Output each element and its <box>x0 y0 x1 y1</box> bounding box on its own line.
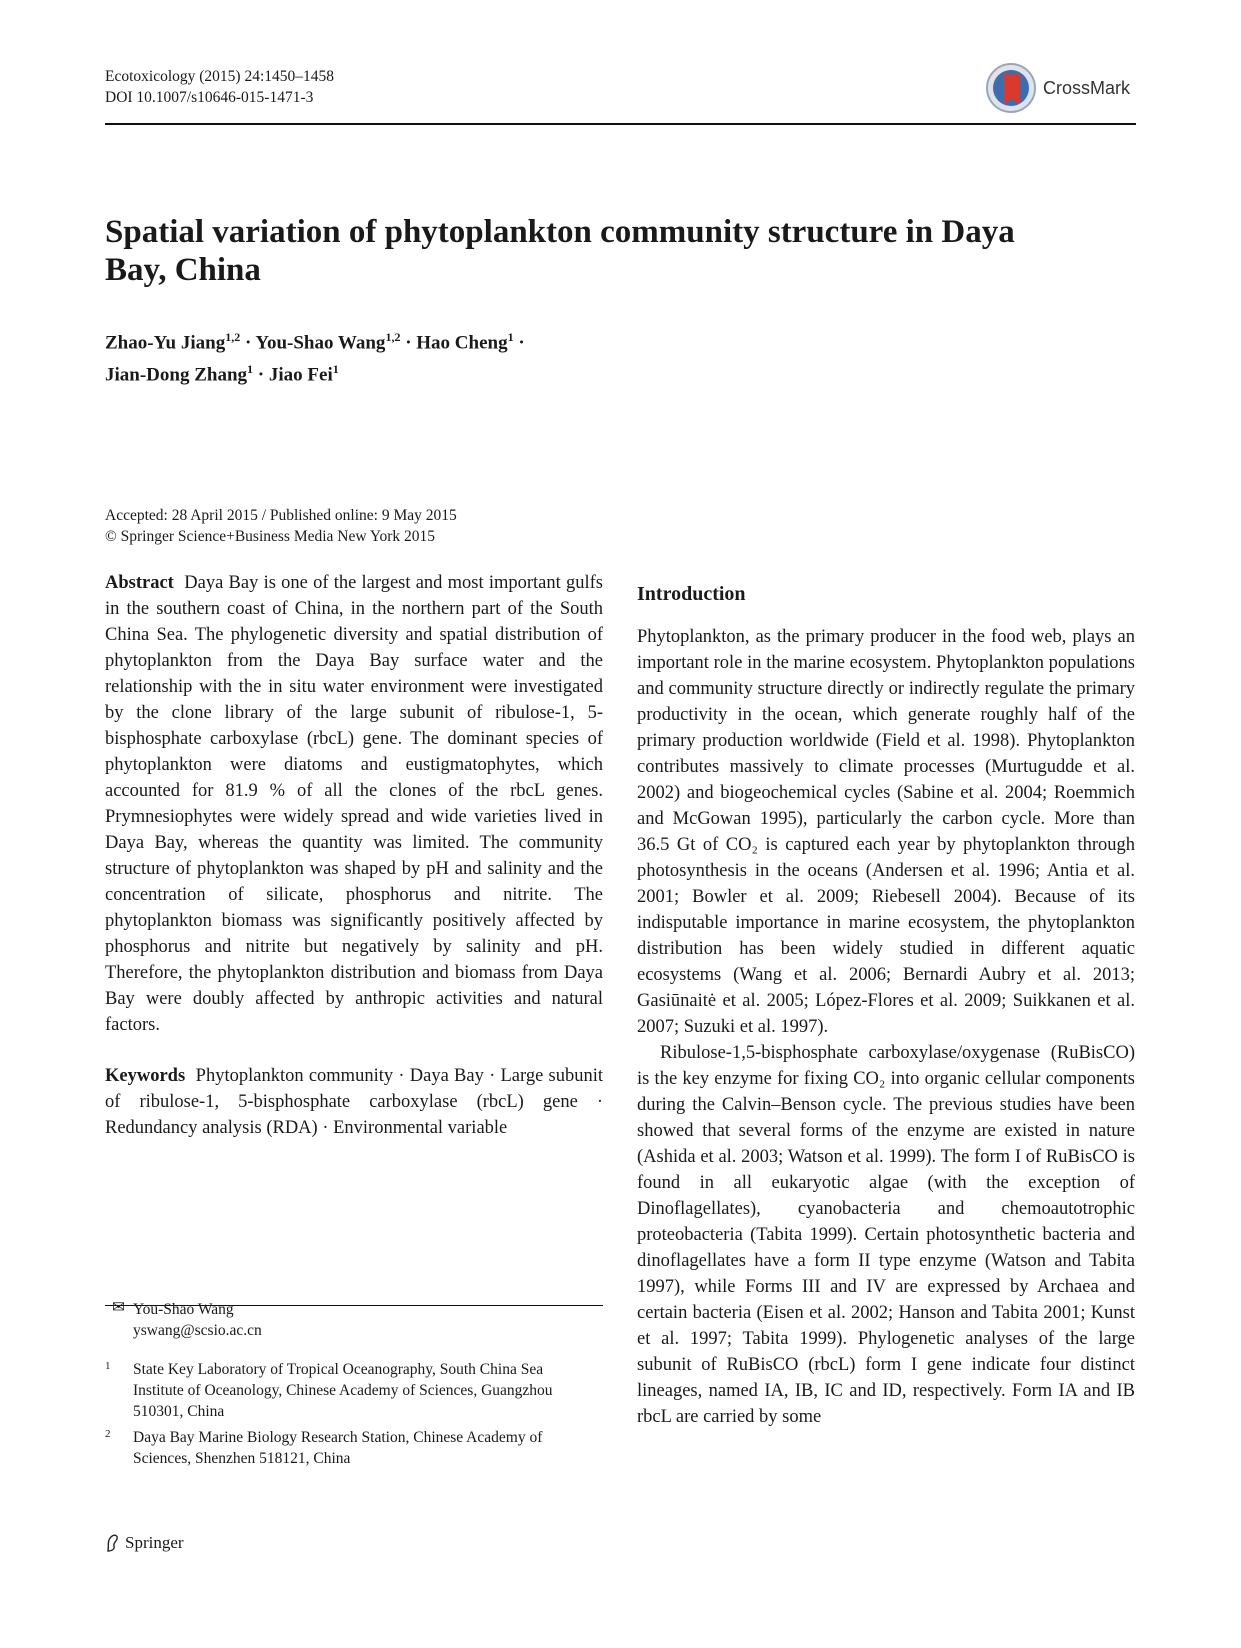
abstract-heading: Abstract <box>105 573 174 593</box>
affiliation-number: 2 <box>105 1428 111 1440</box>
introduction-body <box>637 624 1135 1430</box>
keywords-text: Phytoplankton community · Daya Bay · Large subunit of ribulose-1, 5-bisphosphate carboxylase (rbcL) gene · Redundancy analysis (RDA) · Environmental variable <box>105 1066 604 1138</box>
keywords-section <box>105 1063 603 1141</box>
author-name[interactable]: Jian-Dong Zhang <box>105 364 248 386</box>
author-name[interactable]: Zhao-Yu Jiang <box>105 332 226 354</box>
correspondence <box>133 1299 262 1341</box>
crossmark-label: CrossMark <box>1043 78 1131 98</box>
keywords-heading: Keywords <box>105 1066 186 1086</box>
springer-horse-icon <box>105 1533 121 1553</box>
affiliation-2: Daya Bay Marine Biology Research Station, Chinese Academy of Sciences, Shenzhen 518121, China <box>133 1429 543 1467</box>
affiliation-number: 1 <box>105 1360 111 1372</box>
author-name[interactable]: Hao Cheng <box>416 332 508 354</box>
intro-paragraph-2: Ribulose-1,5-bisphosphate carboxylase/oxygenase (RuBisCO) is the key enzyme for fixing CO₂ into organic cellular components during the Calvin–Benson cycle. The previous studies have been showed that several forms of the enzyme are existed in nature (Ashida et al. 2003; Watson et al. 1999). The form I of RuBisCO is found in all eukaryotic algae (with the exception of Dinoflagellates), cyanobacteria and chemoautotrophic proteobacteria (Tabita 1999). Certain photosynthetic bacteria and dinoflagellates have a form II type enzyme (Watson and Tabita 1997), while Forms III and IV are expressed by Archaea and certain bacteria (Eisen et al. 2002; Hanson and Tabita 2001; Kunst et al. 1997; Tabita 1999). Phylogenetic analyses of the large subunit of RuBisCO (rbcL) form I gene indicate four distinct lineages, named IA, IB, IC and ID, respectively. Form IA and IB rbcL are carried by some <box>637 1043 1135 1427</box>
author-list: Zhao-Yu Jiang$^{1,2}$ · You-Shao Wang$^{1,2}$ · Hao Cheng$^1$ · Jian-Dong Zhang$^1$ · Jiao Fei$^1$ <box>105 330 525 386</box>
introduction-heading: Introduction <box>637 583 746 605</box>
journal-volume: Ecotoxicology (2015) 24:1450–1458 <box>105 68 335 85</box>
journal-citation <box>105 66 334 108</box>
author-name[interactable]: You-Shao Wang <box>255 332 386 354</box>
publication-dates: Accepted: 28 April 2015 / Published online: 9 May 2015 © Springer Science+Business Media New York 2015 <box>105 507 457 545</box>
header-rule <box>105 123 1136 125</box>
doi[interactable]: DOI 10.1007/s10646-015-1471-3 <box>105 89 314 106</box>
abstract-section <box>105 570 603 1038</box>
affiliation-1: State Key Laboratory of Tropical Oceanography, South China Sea Institute of Oceanology, Chinese Academy of Sciences, Guangzhou 510301, China <box>133 1361 553 1420</box>
author-name[interactable]: Jiao Fei <box>268 364 333 386</box>
correspondence-name: You-Shao Wang <box>133 1301 234 1318</box>
publisher-logo <box>105 1533 184 1553</box>
paper-title: Spatial variation of phytoplankton community structure in Daya Bay, China <box>105 214 1015 288</box>
publisher-name: Springer <box>125 1533 184 1552</box>
intro-paragraph-1: Phytoplankton, as the primary producer in the food web, plays an important role in the marine ecosystem. Phytoplankton populations and community structure directly or indirectly regulate the primary productivity in the ocean, which generate roughly half of the primary production worldwide (Field et al. 1998). Phytoplankton contributes massively to climate processes (Murtugudde et al. 2002) and biogeochemical cycles (Sabine et al. 2004; Roemmich and McGowan 1995), particularly the carbon cycle. More than 36.5 Gt of CO₂ is captured each year by phytoplankton through photosynthesis in the oceans (Andersen et al. 1996; Antia et al. 2001; Bowler et al. 2009; Riebesell 2004). Because of its indisputable importance in marine ecosystem, the phytoplankton distribution has been widely studied in different aquatic ecosystems (Wang et al. 2006; Bernardi Aubry et al. 2013; Gasiūnaitė et al. 2005; López-Flores et al. 2009; Suikkanen et al. 2007; Suzuki et al. 1997). <box>637 627 1135 1037</box>
crossmark-icon <box>985 62 1037 114</box>
abstract-text: Daya Bay is one of the largest and most important gulfs in the southern coast of China, in the northern part of the South China Sea. The phylogenetic diversity and spatial distribution of phytoplankton from the Daya Bay surface water and the relationship with the in situ water environment were investigated by the clone library of the large subunit of ribulose-1, 5-bisphosphate carboxylase (rbcL) gene. The dominant species of phytoplankton were diatoms and eustigmatophytes, which accounted for 81.9 % of all the clones of the rbcL genes. Prymnesiophytes were widely spread and wide varieties lived in Daya Bay, whereas the quantity was limited. The community structure of phytoplankton was shaped by pH and salinity and the concentration of silicate, phosphorus and nitrite. The phytoplankton biomass was significantly positively affected by phosphorus and nitrite but negatively by salinity and pH. Therefore, the phytoplankton distribution and biomass from Daya Bay were doubly affected by anthropic activities and natural factors. <box>105 573 604 1035</box>
mail-icon: ✉ <box>112 1299 125 1316</box>
correspondence-email[interactable]: yswang@scsio.ac.cn <box>133 1322 262 1339</box>
crossmark-badge[interactable] <box>985 60 1140 120</box>
